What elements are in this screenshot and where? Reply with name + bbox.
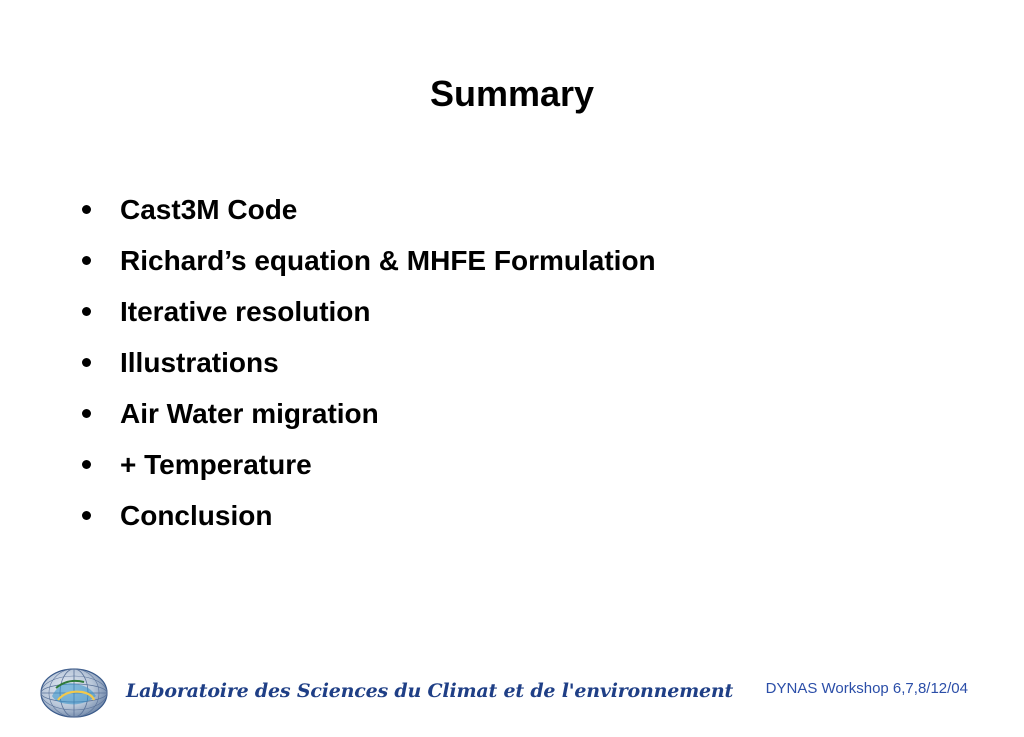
bullet-dot-icon [82,307,91,316]
bullet-text: Cast3M Code [120,193,298,225]
bullet-item [82,184,656,235]
event-footer: DYNAS Workshop 6,7,8/12/04 [765,680,968,697]
bullet-text: Iterative resolution [120,295,371,327]
bullet-dot-icon [82,256,91,265]
bullet-dot-icon [82,205,91,214]
slide-title: Summary [429,73,595,114]
bullet-dot-icon [82,409,91,418]
bullet-text: Conclusion [120,499,273,531]
bullet-item [82,337,656,388]
bullet-item [82,490,656,541]
bullet-text: Illustrations [120,346,279,378]
bullet-item [82,286,656,337]
bullet-text: Air Water migration [120,397,379,429]
lab-name: Laboratoire des Sciences du Climat et de l'environnement [126,680,734,702]
bullet-text: Richard’s equation & MHFE Formulation [120,244,656,276]
bullet-item [82,388,656,439]
bullet-dot-icon [82,358,91,367]
bullet-list [82,184,656,541]
bullet-item [82,439,656,490]
bullet-text: + Temperature [120,448,312,480]
lsce-logo-icon [38,666,110,720]
bullet-dot-icon [82,511,91,520]
bullet-item [82,235,656,286]
bullet-dot-icon [82,460,91,469]
